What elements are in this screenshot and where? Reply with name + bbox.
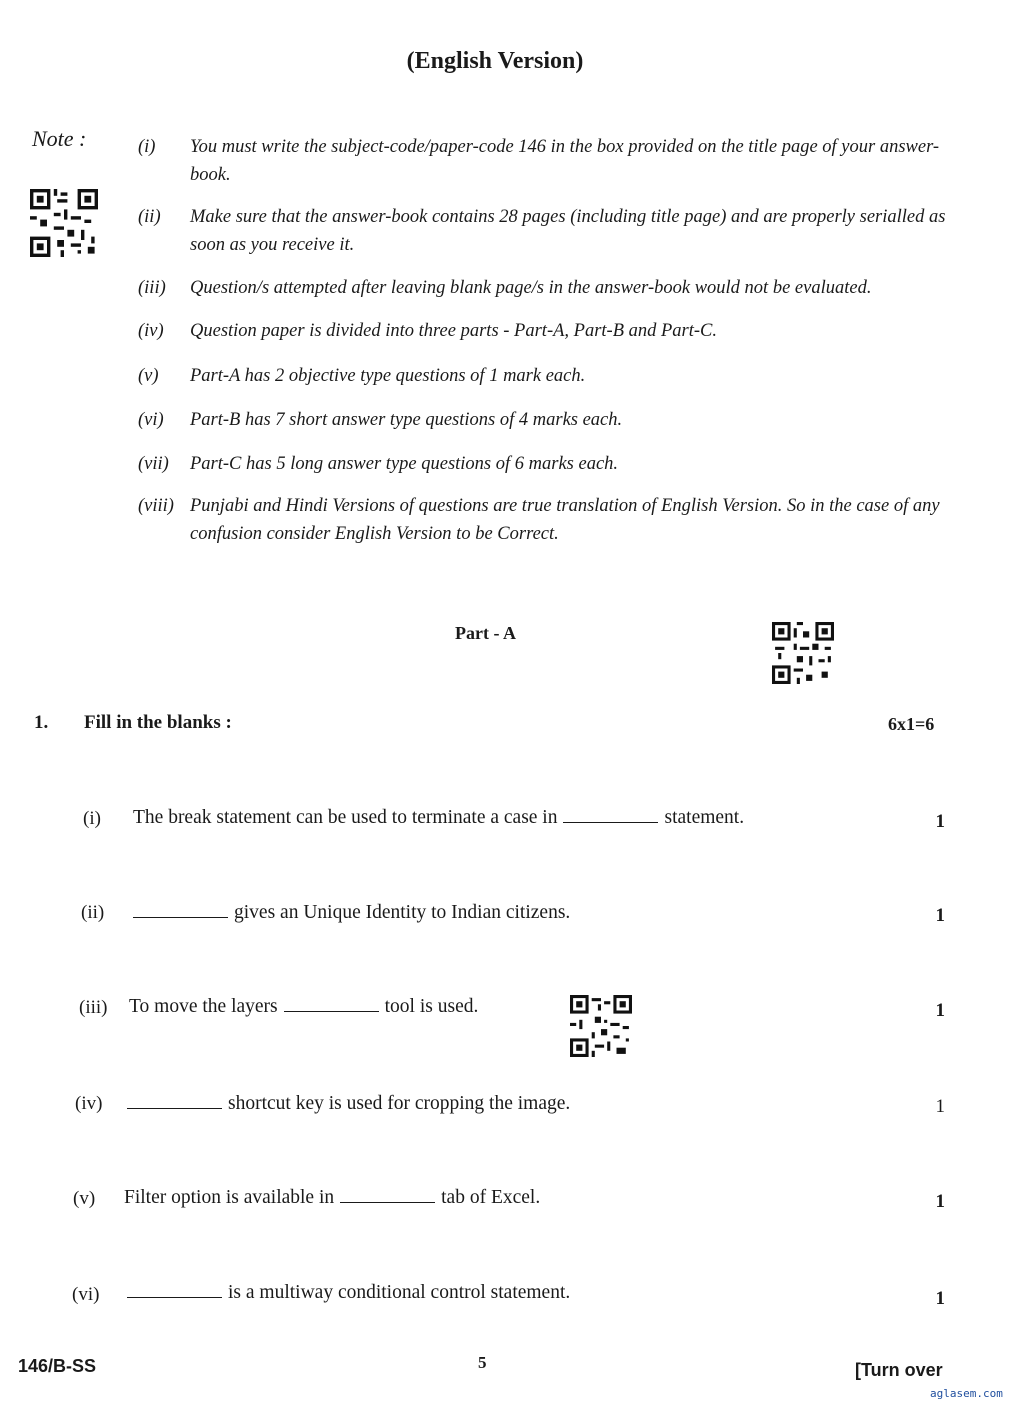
sub-question-mark: 1 xyxy=(935,1096,945,1117)
sub-question-before: Filter option is available in xyxy=(124,1187,335,1208)
note-item-num: (vii) xyxy=(138,454,169,474)
sub-question-text xyxy=(127,902,570,924)
sub-question-after: is a multiway conditional control statement. xyxy=(228,1282,571,1303)
watermark: aglasem.com xyxy=(930,1387,1003,1400)
sub-question-mark: 1 xyxy=(935,811,945,832)
sub-question-before: To move the layers xyxy=(129,996,278,1017)
sub-question-after: gives an Unique Identity to Indian citizens. xyxy=(234,902,571,923)
question-text: Fill in the blanks : xyxy=(84,712,232,733)
sub-question-num: (iii) xyxy=(79,997,108,1018)
sub-question-after: shortcut key is used for cropping the image. xyxy=(228,1093,571,1114)
sub-question-text xyxy=(133,807,744,829)
note-item-text: Part-A has 2 objective type questions of 1 mark each. xyxy=(190,366,586,386)
page-title: (English Version) xyxy=(406,48,584,74)
question-marks: 6x1=6 xyxy=(888,714,935,734)
note-item-text: Part-C has 5 long answer type questions of 6 marks each. xyxy=(190,454,619,474)
answer-blank xyxy=(133,907,228,918)
note-item-num: (ii) xyxy=(138,207,161,227)
sub-question-mark: 1 xyxy=(935,1000,945,1021)
qr-code-icon xyxy=(570,993,632,1059)
answer-blank xyxy=(563,812,658,823)
note-label: Note : xyxy=(32,126,87,151)
note-item xyxy=(138,450,950,478)
note-item-num: (i) xyxy=(138,137,156,157)
sub-question-num: (ii) xyxy=(81,902,105,923)
sub-question-num: (vi) xyxy=(72,1284,100,1305)
answer-blank xyxy=(127,1098,222,1109)
note-item xyxy=(138,406,950,434)
qr-code-icon xyxy=(772,620,834,686)
note-item xyxy=(138,317,950,345)
note-item-text: Question/s attempted after leaving blank page/s in the answer-book would not be evaluated. xyxy=(190,278,872,298)
sub-question-mark: 1 xyxy=(935,1191,945,1212)
answer-blank xyxy=(340,1192,435,1203)
note-item-text: Question paper is divided into three parts - Part-A, Part-B and Part-C. xyxy=(190,321,718,341)
turn-over-label: [Turn over xyxy=(855,1360,943,1380)
sub-question-after: tab of Excel. xyxy=(441,1187,541,1208)
note-item-num: (vi) xyxy=(138,410,164,430)
sub-question-num: (iv) xyxy=(75,1093,103,1114)
sub-question-before: The break statement can be used to terminate a case in xyxy=(133,807,558,828)
qr-code-icon xyxy=(30,188,98,258)
part-a-heading: Part - A xyxy=(455,623,516,643)
page-number: 5 xyxy=(478,1353,487,1372)
sub-question-mark: 1 xyxy=(935,1288,945,1309)
sub-question-mark: 1 xyxy=(935,905,945,926)
note-item xyxy=(138,274,950,302)
sub-question-text xyxy=(129,996,478,1018)
sub-question-num: (v) xyxy=(73,1188,96,1209)
note-item-text: You must write the subject-code/paper-code 146 in the box provided on the title page of your answer-book. xyxy=(190,137,940,185)
note-item-num: (iv) xyxy=(138,321,164,341)
note-item-text: Part-B has 7 short answer type questions of 4 marks each. xyxy=(190,410,623,430)
answer-blank xyxy=(127,1287,222,1298)
paper-code: 146/B-SS xyxy=(18,1356,97,1376)
sub-question-after: tool is used. xyxy=(384,996,479,1017)
sub-question-after: statement. xyxy=(664,807,745,828)
note-item-text: Punjabi and Hindi Versions of questions are true translation of English Version. So in the case of any confusion consider English Version to be Correct. xyxy=(190,496,940,544)
note-item-num: (v) xyxy=(138,366,159,386)
sub-question-num: (i) xyxy=(83,808,101,829)
note-item xyxy=(138,492,950,548)
note-item-num: (viii) xyxy=(138,496,174,516)
note-item xyxy=(138,203,950,259)
note-item-num: (iii) xyxy=(138,278,166,298)
sub-question-text xyxy=(124,1187,540,1209)
note-item xyxy=(138,133,950,189)
answer-blank xyxy=(284,1001,379,1012)
sub-question-text xyxy=(121,1282,570,1304)
question-number: 1. xyxy=(34,712,49,733)
note-item-text: Make sure that the answer-book contains 28 pages (including title page) and are properly serialled as soon as you receive it. xyxy=(190,207,946,255)
sub-question-text xyxy=(121,1093,570,1115)
note-item xyxy=(138,362,950,390)
